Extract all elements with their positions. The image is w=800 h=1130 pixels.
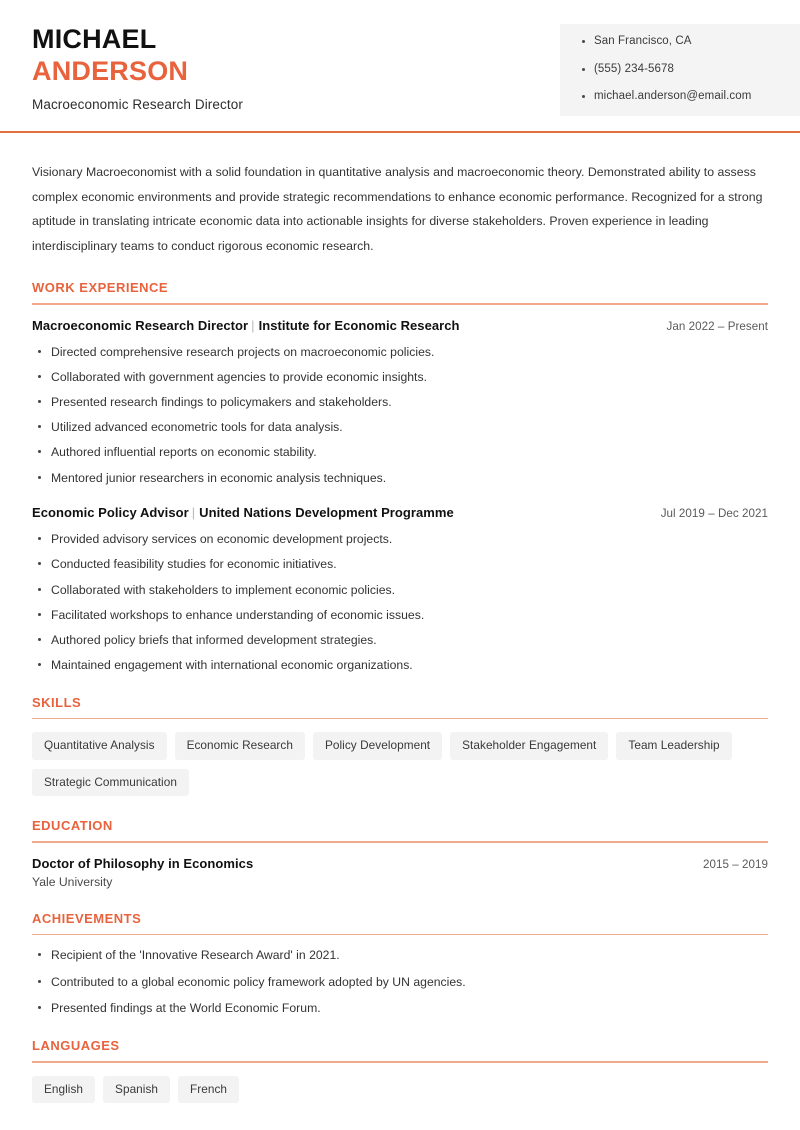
list-item-text: Contributed to a global economic policy framework adopted by UN agencies. [51, 974, 466, 989]
list-item-text: Authored influential reports on economic stability. [51, 445, 317, 460]
education-dates: 2015 – 2019 [702, 857, 768, 871]
bullet-icon [38, 953, 41, 956]
title-separator: | [191, 505, 196, 521]
list-item-text: Authored policy briefs that informed development strategies. [51, 632, 377, 647]
work-entry-title [32, 505, 454, 520]
section-achievements [32, 911, 768, 1016]
bullet-icon [38, 638, 41, 641]
work-entry-role: Macroeconomic Research Director [32, 317, 249, 333]
list-item [32, 608, 768, 623]
list-item [32, 557, 768, 572]
bullet-icon [38, 1006, 41, 1009]
work-entry-organization: United Nations Development Programme [199, 505, 454, 521]
skill-tag: Quantitative Analysis [32, 732, 167, 760]
skill-tag: Economic Research [175, 732, 305, 760]
work-entry-role: Economic Policy Advisor [32, 505, 189, 521]
work-entry-dates: Jul 2019 – Dec 2021 [660, 507, 768, 521]
work-entry-organization: Institute for Economic Research [258, 317, 460, 333]
contact-item-location[interactable] [582, 36, 790, 48]
skill-tag: Strategic Communication [32, 769, 189, 797]
professional-summary: Visionary Macroeconomist with a solid foundation in quantitative analysis and macroeconomic theory. Demonstrated ability to assess complex economic environments and provide strategic recommendations to enhance economic performance. Recognized for a strong aptitude in translating intricate economic data into actionable insights for diverse stakeholders. Proven experience in leading interdisciplinary teams to conduct rigorous economic research. [32, 165, 763, 253]
section-title-education: EDUCATION [32, 818, 113, 834]
bullet-icon [38, 450, 41, 453]
list-item [32, 532, 768, 547]
bullet-icon [582, 40, 585, 43]
bullet-icon [38, 425, 41, 428]
list-item-text: Maintained engagement with international economic organizations. [51, 657, 413, 672]
section-title-work-experience: WORK EXPERIENCE [32, 280, 169, 296]
bullet-icon [38, 476, 41, 479]
title-separator: | [251, 317, 255, 333]
section-work-experience [32, 280, 768, 672]
section-title-achievements: ACHIEVEMENTS [32, 910, 142, 926]
section-divider [32, 303, 768, 305]
section-title-languages: LANGUAGES [32, 1038, 120, 1054]
list-item [32, 345, 768, 360]
bullet-icon [38, 400, 41, 403]
list-item [32, 658, 768, 673]
language-tag: Spanish [103, 1076, 170, 1104]
list-item [32, 1001, 768, 1016]
bullet-icon [38, 350, 41, 353]
work-entry [32, 318, 768, 485]
list-item-text: Recipient of the 'Innovative Research Award' in 2021. [51, 948, 340, 963]
list-item-text: Mentored junior researchers in economic analysis techniques. [51, 470, 387, 485]
list-item-text: Presented research findings to policymakers and stakeholders. [51, 395, 392, 410]
list-item [32, 948, 768, 963]
section-divider [32, 718, 768, 720]
list-item-text: Utilized advanced econometric tools for data analysis. [51, 420, 343, 435]
bullet-icon [38, 613, 41, 616]
resume-body [0, 160, 800, 1103]
contact-location-text: San Francisco, CA [594, 35, 692, 47]
bullet-icon [38, 375, 41, 378]
list-item [32, 395, 768, 410]
list-item-text: Facilitated workshops to enhance understanding of economic issues. [51, 607, 425, 622]
resume-header [0, 0, 800, 131]
list-item [32, 445, 768, 460]
education-institution: Yale University [32, 874, 113, 889]
education-entry-header [32, 856, 768, 871]
bullet-icon [582, 95, 585, 98]
list-item [32, 583, 768, 598]
list-item-text: Presented findings at the World Economic Forum. [51, 1001, 321, 1016]
list-item [32, 633, 768, 648]
list-item [32, 975, 768, 990]
language-tag: English [32, 1076, 95, 1104]
work-entry-bullets [32, 345, 768, 485]
list-item [32, 370, 768, 385]
work-entry [32, 505, 768, 672]
section-title-skills: SKILLS [32, 694, 82, 710]
section-divider [32, 841, 768, 843]
achievements-list [32, 948, 768, 1016]
list-item-text: Collaborated with stakeholders to implement economic policies. [51, 582, 396, 597]
section-divider [32, 934, 768, 936]
contact-item-email[interactable] [582, 91, 790, 103]
work-entry-header [32, 318, 768, 333]
contact-info-block [560, 24, 800, 116]
list-item [32, 471, 768, 486]
section-divider [32, 1061, 768, 1063]
skills-list [32, 732, 768, 796]
list-item-text: Provided advisory services on economic development projects. [51, 532, 393, 547]
section-languages [32, 1038, 768, 1103]
header-job-title: Macroeconomic Research Director [32, 96, 243, 112]
header-divider [0, 131, 800, 133]
list-item-text: Collaborated with government agencies to provide economic insights. [51, 370, 427, 385]
list-item-text: Directed comprehensive research projects on macroeconomic policies. [51, 344, 435, 359]
last-name: ANDERSON [32, 55, 189, 86]
education-entry [32, 856, 768, 889]
work-entry-title [32, 318, 460, 333]
bullet-icon [582, 68, 585, 71]
contact-email-text: michael.anderson@email.com [594, 90, 752, 102]
contact-phone-text: (555) 234-5678 [594, 62, 675, 75]
work-entry-header [32, 505, 768, 520]
section-skills [32, 695, 768, 797]
section-education [32, 818, 768, 889]
bullet-icon [38, 663, 41, 666]
first-name: MICHAEL [32, 24, 157, 54]
contact-item-phone[interactable] [582, 64, 790, 76]
bullet-icon [38, 537, 41, 540]
skill-tag: Team Leadership [616, 732, 731, 760]
bullet-icon [38, 980, 41, 983]
work-entry-dates: Jan 2022 – Present [666, 319, 768, 333]
bullet-icon [38, 588, 41, 591]
languages-list [32, 1076, 768, 1104]
education-degree: Doctor of Philosophy in Economics [32, 855, 254, 871]
list-item [32, 420, 768, 435]
work-entry-bullets [32, 532, 768, 672]
skill-tag: Stakeholder Engagement [450, 732, 608, 760]
list-item-text: Conducted feasibility studies for economic initiatives. [51, 557, 337, 572]
skill-tag: Policy Development [313, 732, 442, 760]
language-tag: French [178, 1076, 239, 1104]
bullet-icon [38, 562, 41, 565]
